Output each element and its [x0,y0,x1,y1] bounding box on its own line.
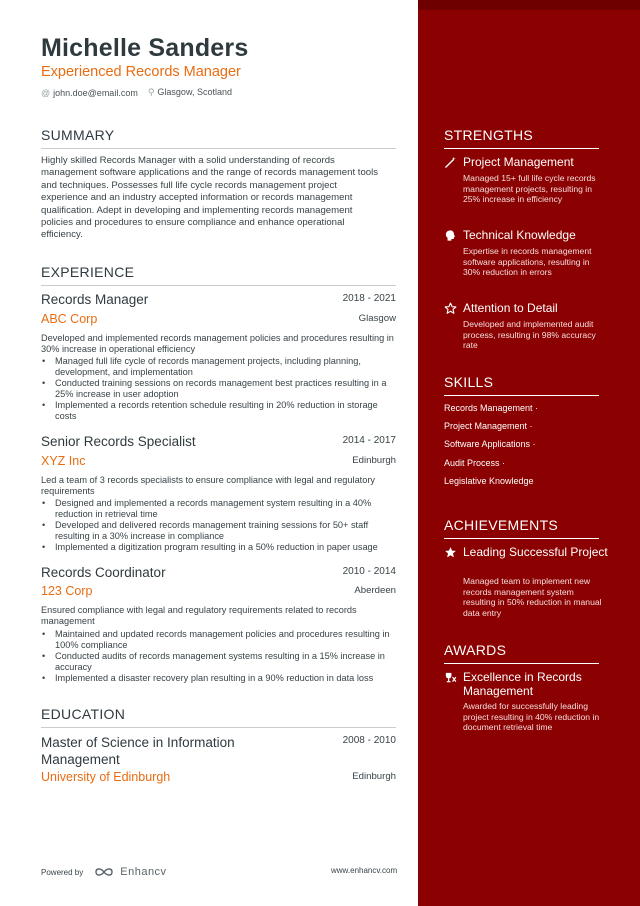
location-contact [148,87,232,98]
education-heading: EDUCATION [41,706,126,722]
education-location: Edinburgh [352,771,396,782]
pin-icon: ⚲ [147,87,155,97]
star-icon [444,302,457,315]
education-dates: 2008 - 2010 [342,735,396,746]
education-school: University of Edinburgh [41,770,171,784]
job-company: ABC Corp [41,312,98,326]
job-title: Records Manager [41,292,149,307]
job-bullets [41,498,391,553]
education-divider [41,727,396,728]
summary-text: Highly skilled Records Manager with a solid understanding of records management software applications and the range of records management tools and techniques. Possesses full life cycle records management project experience and an industry accepted information or records management qualification. Adept in developing and implementing records management policies and procedures to ensure compliance and enhance operational efficiency. [41,155,379,241]
footer-website[interactable]: www.enhancv.com [331,866,398,875]
at-icon: @ [41,87,51,98]
job-bullet: • Maintained and updated records management policies and procedures resulting in 100% compliance [41,629,391,651]
job-bullet: • Developed and delivered records management training sessions for 50+ staff resulting in a 30% increase in compliance [41,520,391,542]
summary-divider [41,148,396,149]
job-title: Senior Records Specialist [41,434,196,449]
education-degree: Master of Science in Information Management [41,735,235,767]
job-bullet: • Implemented a digitization program resulting in a 50% reduction in paper usage [41,542,391,553]
email-contact[interactable] [41,88,138,98]
job-location: Aberdeen [354,585,396,596]
enhancv-logo-icon [93,866,115,878]
job-bullet: • Implemented a records retention schedule resulting in 20% reduction in storage costs [41,400,391,422]
powered-by-text: Powered by [41,867,84,877]
candidate-name: Michelle Sanders [41,34,249,62]
job-company: XYZ Inc [41,454,86,468]
email-text: john.doe@email.com [53,87,138,98]
skill-item: Records Management · [444,403,539,413]
achievement-desc: Managed team to implement new records management system resulting in 50% reduction in manual data entry [463,576,602,618]
job-bullets [41,629,391,684]
skill-item: Legislative Knowledge [444,476,534,486]
star-icon [444,546,457,559]
strength-title: Technical Knowledge [463,228,576,242]
job-description: Ensured compliance with legal and regulatory requirements related to records management [41,605,357,627]
skill-item: Software Applications · [444,439,536,449]
strength-title: Attention to Detail [463,301,558,315]
brain-icon [444,229,457,242]
candidate-role: Experienced Records Manager [41,64,241,80]
skill-item: Audit Process · [444,458,506,468]
award-desc: Awarded for successfully leading project resulting in 40% reduction in document retrieval time [463,701,600,733]
strengths-heading: STRENGTHS [444,127,534,143]
magic-wand-icon [444,156,457,169]
job-dates: 2010 - 2014 [342,566,396,577]
awards-divider [444,663,599,664]
strengths-divider [444,148,599,149]
achievements-heading: ACHIEVEMENTS [444,517,559,533]
strength-desc: Managed 15+ full life cycle records management projects, resulting in 25% increase in efficiency [463,173,596,205]
achievements-divider [444,538,599,539]
strength-desc: Developed and implemented audit process, resulting in 98% accuracy rate [463,319,596,351]
footer-powered-by [41,866,167,878]
job-bullets [41,356,391,422]
job-bullet: • Conducted audits of records management systems resulting in a 15% increase in accuracy [41,651,391,673]
job-bullet: • Managed full life cycle of records management projects, including planning, development, and implementation [41,356,391,378]
award-title: Excellence in Records Management [463,670,582,698]
skills-heading: SKILLS [444,374,494,390]
job-company: 123 Corp [41,584,93,598]
job-bullet: • Implemented a disaster recovery plan resulting in a 90% reduction in data loss [41,673,391,684]
trophy-icon [444,671,457,684]
skill-item: Project Management · [444,421,533,431]
job-title: Records Coordinator [41,565,166,580]
job-bullet: • Designed and implemented a records management system resulting in a 40% reduction in retrieval time [41,498,391,520]
experience-heading: EXPERIENCE [41,264,135,280]
job-bullet: • Conducted training sessions on records management best practices resulting in a 25% increase in user adoption [41,378,391,400]
job-description: Led a team of 3 records specialists to ensure compliance with legal and regulatory requirements [41,475,375,497]
experience-divider [41,285,396,286]
skills-divider [444,395,599,396]
job-description: Developed and implemented records management policies and procedures resulting in 30% increase in operational efficiency [41,333,394,355]
sidebar-top-bar [418,0,640,10]
location-text: Glasgow, Scotland [157,87,232,97]
job-location: Edinburgh [352,455,396,466]
summary-heading: SUMMARY [41,127,115,143]
job-dates: 2014 - 2017 [342,435,396,446]
sidebar-column [418,0,640,906]
job-location: Glasgow [358,313,396,324]
awards-heading: AWARDS [444,642,507,658]
contact-info [41,87,232,98]
enhancv-brand-text: Enhancv [120,866,167,878]
enhancv-logo[interactable] [93,866,166,878]
job-dates: 2018 - 2021 [342,293,396,304]
strength-desc: Expertise in records management software applications, resulting in 30% reduction in errors [463,246,592,278]
strength-title: Project Management [463,155,574,169]
achievement-title: Leading Successful Project [463,545,608,559]
